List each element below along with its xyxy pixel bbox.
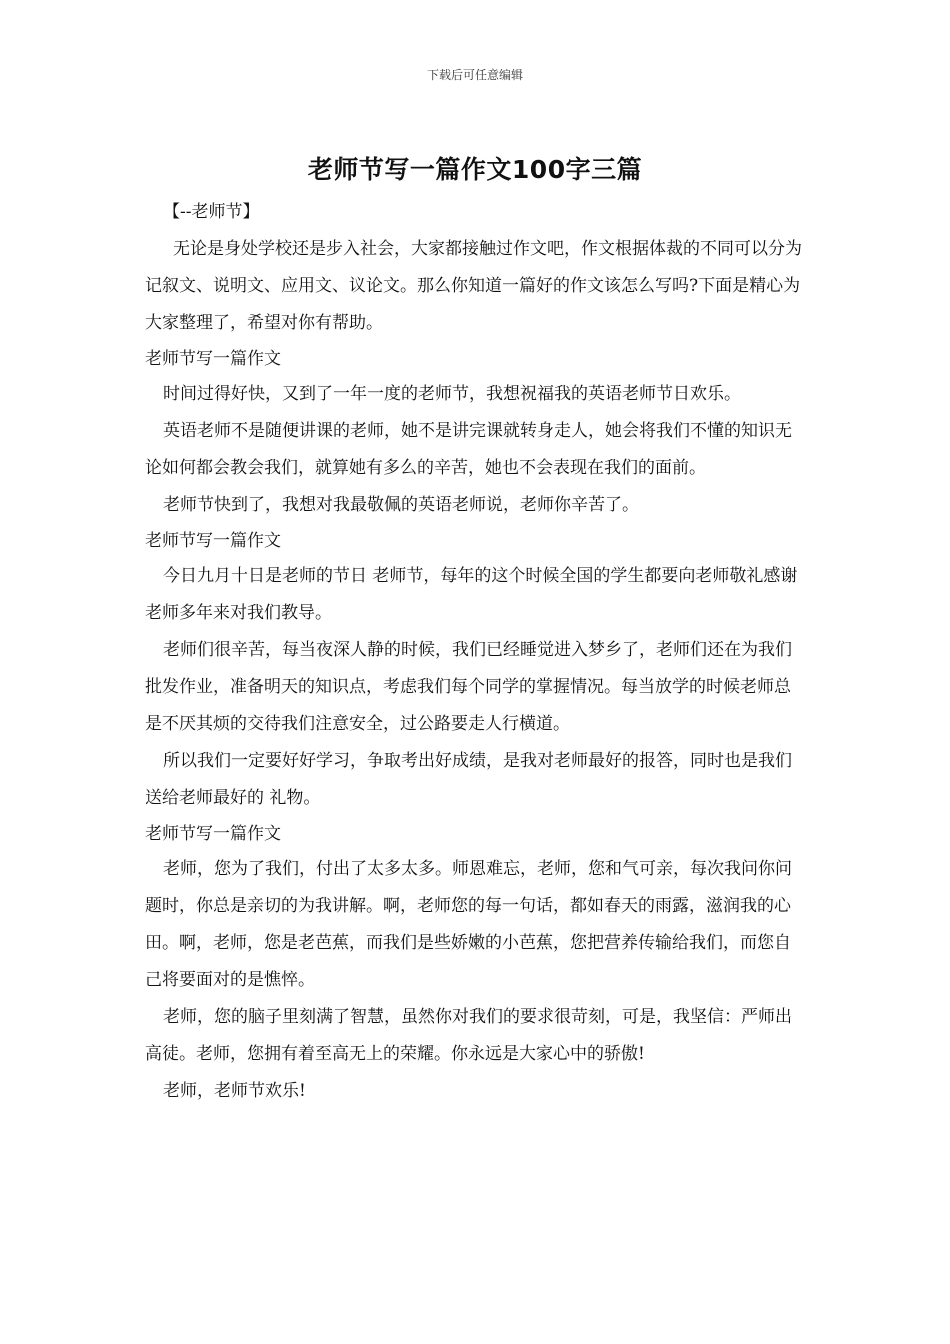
essay-3-heading: 老师节写一篇作文 (145, 824, 281, 844)
essay-3-paragraph-1: 老师，您为了我们，付出了太多太多。师恩难忘，老师，您和气可亲，每次我问你问题时，你总是亲切的为我讲解。啊，老师您的每一句话，都如春天的雨露，滋润我的心田。啊，老师，您是老芭蕉，而我们是些娇嫩的小芭蕉，您把营养传输给我们，而您自己将要面对的是憔悴。 (145, 859, 792, 990)
essay-1-paragraph-2: 英语老师不是随便讲课的老师，她不是讲完课就转身走人，她会将我们不懂的知识无论如何都会教会我们，就算她有多么的辛苦，她也不会表现在我们的面前。 (145, 421, 792, 478)
document-body (145, 194, 807, 1110)
essay-2-paragraph-1: 今日九月十日是老师的节日 老师节，每年的这个时候全国的学生都要向老师敬礼感谢老师多年来对我们教导。 (145, 566, 798, 623)
essay-2-paragraph-2: 老师们很辛苦，每当夜深人静的时候，我们已经睡觉进入梦乡了，老师们还在为我们批发作业，准备明天的知识点，考虑我们每个同学的掌握情况。每当放学的时候老师总是不厌其烦的交待我们注意安全，过公路要走人行横道。 (145, 640, 792, 734)
essay-1-paragraph-1: 时间过得好快，又到了一年一度的老师节，我想祝福我的英语老师节日欢乐。 (163, 384, 741, 404)
intro-paragraph: 无论是身处学校还是步入社会，大家都接触过作文吧，作文根据体裁的不同可以分为记叙文、说明文、应用文、议论文。那么你知道一篇好的作文该怎么写吗?下面是精心为大家整理了，希望对你有帮助。 (145, 239, 802, 333)
essay-3-paragraph-3: 老师，老师节欢乐! (163, 1081, 306, 1101)
essay-2-paragraph-3: 所以我们一定要好好学习，争取考出好成绩，是我对老师最好的报答，同时也是我们送给老师最好的 礼物。 (145, 751, 792, 808)
essay-3-paragraph-2: 老师，您的脑子里刻满了智慧，虽然你对我们的要求很苛刻，可是，我坚信：严师出高徒。老师，您拥有着至高无上的荣耀。你永远是大家心中的骄傲! (145, 1007, 792, 1064)
document-title: 老师节写一篇作文100字三篇 (307, 155, 643, 184)
page-header-note: 下载后可任意编辑 (426, 68, 523, 82)
essay-1-heading: 老师节写一篇作文 (145, 349, 281, 369)
essay-2-heading: 老师节写一篇作文 (145, 531, 281, 551)
category-tag: 【--老师节】 (163, 202, 260, 222)
essay-1-paragraph-3: 老师节快到了，我想对我最敬佩的英语老师说，老师你辛苦了。 (163, 495, 639, 515)
